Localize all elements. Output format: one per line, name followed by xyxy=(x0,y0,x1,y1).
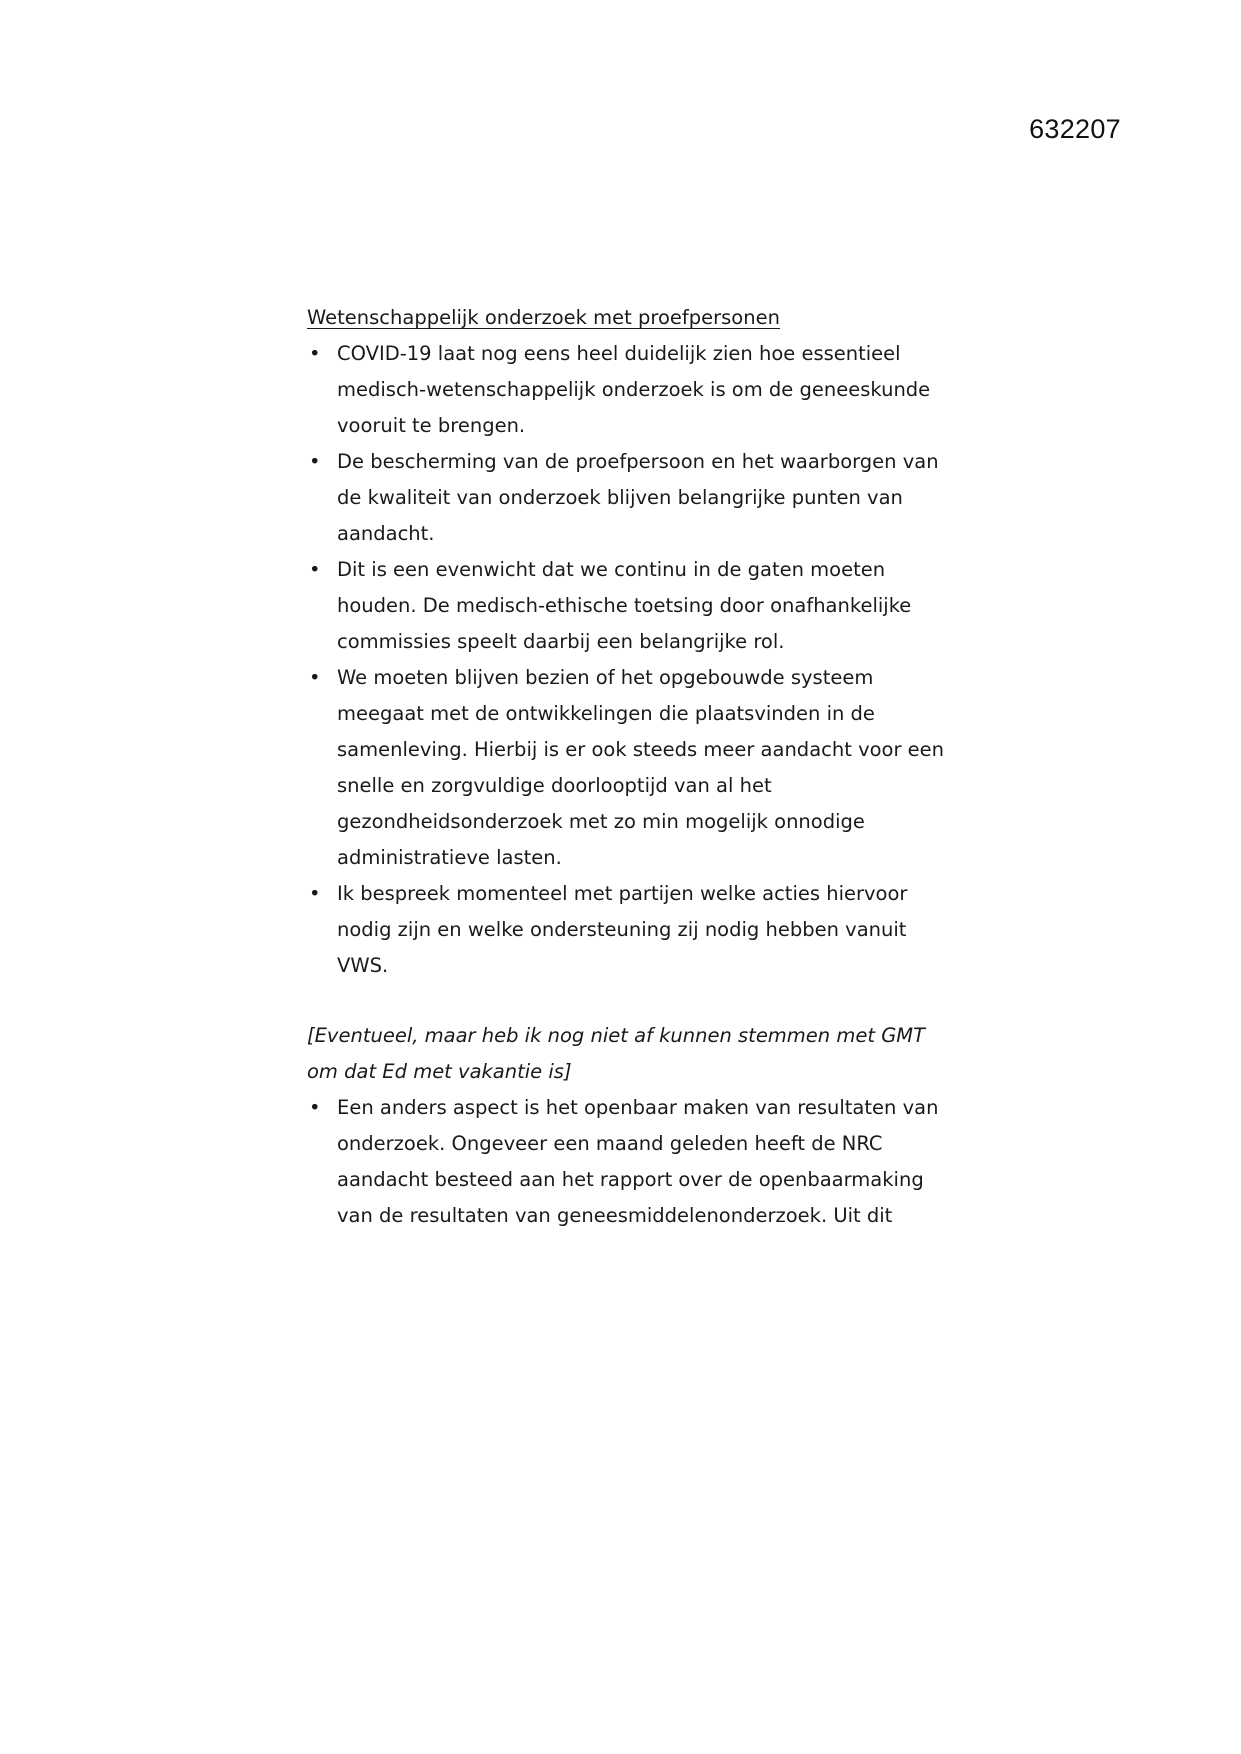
list-item xyxy=(307,336,947,444)
bullet-marker: • xyxy=(309,882,321,905)
list-item-text: Een anders aspect is het openbaar maken van resultaten van onderzoek. Ongeveer een maand geleden heeft de NRC aandacht besteed aan het rapport over de openbaarmaking van de resultaten van geneesmiddelenonderzoek. Uit dit xyxy=(337,1096,939,1227)
bullet-marker: • xyxy=(309,342,321,365)
section-heading: Wetenschappelijk onderzoek met proefpersonen xyxy=(307,306,780,329)
list-item-text: Dit is een evenwicht dat we continu in de gaten moeten houden. De medisch-ethische toetsing door onafhankelijke commissies speelt daarbij een belangrijke rol. xyxy=(337,558,912,653)
bullet-list xyxy=(307,336,947,984)
list-item xyxy=(307,660,947,876)
list-item xyxy=(307,876,947,984)
list-item xyxy=(307,552,947,660)
bullet-marker: • xyxy=(309,450,321,473)
bullet-marker: • xyxy=(309,1096,321,1119)
document-number: 632207 xyxy=(1029,114,1121,144)
list-item-text: Ik bespreek momenteel met partijen welke acties hiervoor nodig zijn en welke ondersteuning zij nodig hebben vanuit VWS. xyxy=(337,882,908,977)
bullet-marker: • xyxy=(309,558,321,581)
list-item xyxy=(307,444,947,552)
document-body xyxy=(307,300,947,1234)
italic-note: [Eventueel, maar heb ik nog niet af kunnen stemmen met GMT om dat Ed met vakantie is] xyxy=(307,1024,926,1083)
list-item-text: We moeten blijven bezien of het opgebouwde systeem meegaat met de ontwikkelingen die plaatsvinden in de samenleving. Hierbij is er ook steeds meer aandacht voor een snelle en zorgvuldige doorlooptijd van al het gezondheidsonderzoek met zo min mogelijk onnodige administratieve lasten. xyxy=(337,666,945,869)
list-item xyxy=(307,1090,947,1234)
bullet-list-2 xyxy=(307,1090,947,1234)
bullet-marker: • xyxy=(309,666,321,689)
list-item-text: COVID-19 laat nog eens heel duidelijk zien hoe essentieel medisch-wetenschappelijk onderzoek is om de geneeskunde vooruit te brengen. xyxy=(337,342,931,437)
list-item-text: De bescherming van de proefpersoon en het waarborgen van de kwaliteit van onderzoek blijven belangrijke punten van aandacht. xyxy=(337,450,939,545)
